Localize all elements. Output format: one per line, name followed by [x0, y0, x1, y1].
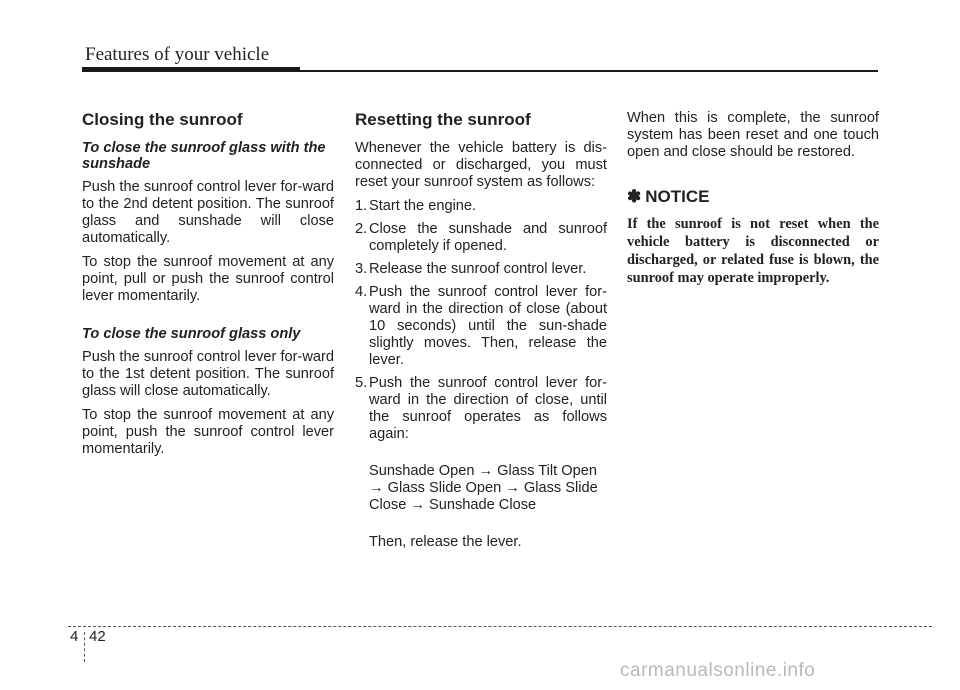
notice-star-icon: ✽ — [627, 187, 642, 206]
paragraph: Push the sunroof control lever for-ward to the 1st detent position. The sunroof glass will close automatically. — [82, 349, 334, 399]
paragraph: To stop the sunroof movement at any point, pull or push the sunroof control lever momentarily. — [82, 254, 334, 304]
list-item: 1. Start the engine. — [355, 198, 477, 214]
list-item: 5. Push the sunroof control lever for-ward in the direction of close, until the sunroof operates as follows again: — [355, 375, 607, 442]
subheading-glass-only: To close the sunroof glass only — [82, 326, 301, 342]
notice-heading — [627, 187, 879, 207]
paragraph: Whenever the vehicle battery is dis-connected or discharged, you must reset your sunroof system as follows: — [355, 140, 607, 190]
footer-page-separator — [84, 632, 85, 662]
list-item: 3. Release the sunroof control lever. — [355, 261, 587, 277]
column-closing-sunroof — [82, 110, 334, 465]
operation-sequence: Sunshade Open → Glass Tilt Open → Glass Slide Open → Glass Slide Close → Sunshade Close — [369, 463, 598, 513]
release-instruction: Then, release the lever. — [369, 534, 522, 550]
page-number: 42 — [89, 628, 106, 645]
column-resetting-sunroof — [355, 110, 607, 551]
notice-title: NOTICE — [645, 187, 710, 206]
header-rule-thick — [82, 67, 300, 72]
paragraph: Push the sunroof control lever for-ward to the 2nd detent position. The sunroof glass and sunshade will close automatically. — [82, 179, 334, 246]
watermark: carmanualsonline.info — [620, 660, 816, 681]
section-heading-resetting: Resetting the sunroof — [355, 110, 531, 129]
section-heading-closing: Closing the sunroof — [82, 110, 243, 129]
header-rule-thin — [300, 70, 878, 72]
paragraph: To stop the sunroof movement at any point, push the sunroof control lever momentarily. — [82, 407, 334, 457]
notice-body: If the sunroof is not reset when the vehicle battery is disconnected or discharged, or related fuse is blown, the sunroof may operate improperly. — [627, 216, 879, 286]
subheading-glass-with-sunshade: To close the sunroof glass with the sunshade — [82, 140, 326, 172]
reset-steps-list — [355, 198, 607, 443]
column-notice — [627, 110, 879, 287]
list-item: 4. Push the sunroof control lever for-ward in the direction of close (about 10 seconds) until the sun-shade slightly moves. Then, release the lever. — [355, 284, 607, 368]
page-header-title: Features of your vehicle — [85, 44, 270, 65]
chapter-number: 4 — [70, 628, 79, 645]
footer-divider — [68, 626, 932, 627]
paragraph: When this is complete, the sunroof system has been reset and one touch open and close should be restored. — [627, 110, 879, 160]
list-item: 2. Close the sunshade and sunroof completely if opened. — [355, 221, 607, 254]
